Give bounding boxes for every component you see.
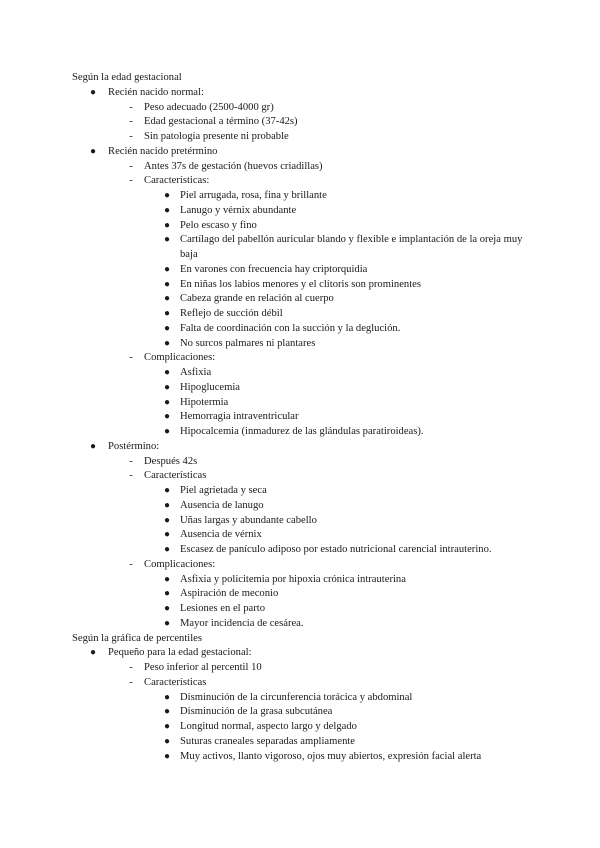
bullet-icon: ● (163, 396, 171, 408)
dash-icon: - (129, 116, 133, 128)
sub-list-item (72, 528, 532, 543)
list-item-text: Peso adecuado (2500-4000 gr) (144, 101, 274, 113)
list-item-text: Edad gestacional a término (37-42s) (144, 116, 298, 128)
bullet-icon: ● (163, 278, 171, 290)
sub-list-item-text: Suturas craneales separadas ampliamente (180, 735, 356, 747)
list-item-text: Características (144, 470, 207, 482)
sub-list-item (72, 278, 532, 293)
sub-list-item (72, 484, 532, 499)
sub-list-item-text: Cabeza grande en relación al cuerpo (180, 293, 334, 305)
sub-list-item (72, 750, 532, 765)
dash-icon: - (129, 175, 133, 187)
section-heading-text: Según la gráfica de percentiles (72, 632, 203, 644)
sub-list-item (72, 396, 532, 411)
bullet-icon: ● (163, 204, 171, 216)
group-title (72, 86, 532, 101)
bullet-icon: ● (163, 735, 171, 747)
dash-icon: - (129, 455, 133, 467)
sub-list-item (72, 263, 532, 278)
bullet-icon: ● (163, 750, 171, 762)
list-item (72, 115, 532, 130)
sub-list-item-text: Ausencia de lanugo (180, 499, 264, 511)
sub-list-item-text: Hipoglucemia (180, 381, 241, 393)
group-title (72, 440, 532, 455)
list-item (72, 455, 532, 470)
sub-list-item-text: Escasez de panículo adiposo por estado nutricional carencial intrauterino. (180, 544, 492, 555)
sub-list-item (72, 337, 532, 352)
sub-list-item-text: Disminución de la grasa subcutánea (180, 706, 333, 718)
dash-icon: - (129, 101, 133, 113)
group-title-text: Pequeño para la edad gestacional: (108, 647, 252, 659)
list-item (72, 174, 532, 189)
sub-list-item-text: Disminución de la circunferencia torácica y abdominal (180, 691, 413, 703)
sub-list-item-text: Hipotermia (180, 396, 229, 408)
list-item-text: Antes 37s de gestación (huevos criadillas) (144, 160, 323, 172)
bullet-icon: ● (163, 293, 171, 305)
sub-list-item (72, 322, 532, 337)
sub-list-item (72, 735, 532, 750)
sub-list-item-text: Mayor incidencia de cesárea. (180, 617, 304, 629)
sub-list-item (72, 233, 532, 263)
sub-list-item-text: Hipocalcemia (inmadurez de las glándulas paratiroideas). (180, 426, 424, 437)
sub-list-item-text: Uñas largas y abundante cabello (180, 514, 317, 526)
dash-icon: - (129, 160, 133, 172)
dash-icon: - (129, 676, 133, 688)
document-content (72, 71, 532, 764)
bullet-icon: ● (163, 588, 171, 600)
bullet-icon: ● (163, 337, 171, 349)
sub-list-item-text: Longitud normal, aspecto largo y delgado (180, 721, 357, 732)
group-title-text: Recién nacido normal: (108, 86, 204, 98)
list-item-text: Después 42s (144, 455, 198, 467)
list-item (72, 676, 532, 691)
sub-list-item-text: Aspiración de meconio (180, 588, 279, 600)
list-item-text: Características: (144, 175, 210, 187)
sub-list-item-text: Lesiones en el parto (180, 603, 266, 614)
list-item (72, 469, 532, 484)
section-heading (72, 632, 532, 647)
bullet-icon: ● (163, 426, 171, 437)
sub-list-item (72, 292, 532, 307)
group-title-text: Recién nacido pretérmino (108, 145, 218, 157)
bullet-icon: ● (163, 367, 171, 378)
sub-list-item (72, 189, 532, 204)
bullet-icon: ● (163, 603, 171, 614)
list-item-text: Complicaciones: (144, 352, 216, 364)
bullet-icon: ● (163, 234, 171, 246)
bullet-icon: ● (89, 145, 97, 157)
bullet-icon: ● (163, 514, 171, 526)
bullet-icon: ● (163, 263, 171, 275)
sub-list-item-text: En niñas los labios menores y el clítoris son prominentes (180, 278, 421, 290)
dash-icon: - (129, 131, 133, 142)
sub-list-item-text: Lanugo y vérnix abundante (180, 204, 297, 216)
bullet-icon: ● (163, 190, 171, 201)
bullet-icon: ● (163, 529, 171, 541)
sub-list-item-text: Hemorragia intraventricular (180, 411, 299, 423)
bullet-icon: ● (163, 411, 171, 423)
dash-icon: - (129, 662, 133, 673)
sub-list-item (72, 617, 532, 632)
sub-list-item-text: Piel arrugada, rosa, fina y brillante (180, 190, 327, 201)
list-item (72, 160, 532, 175)
bullet-icon: ● (89, 647, 97, 659)
list-item-text: Sin patología presente ni probable (144, 131, 289, 142)
dash-icon: - (129, 558, 133, 570)
sub-list-item (72, 410, 532, 425)
bullet-icon: ● (163, 219, 171, 231)
sub-list-item (72, 219, 532, 234)
section-heading-text: Según la edad gestacional (72, 72, 182, 83)
sub-list-item-text: Piel agrietada y seca (180, 485, 267, 496)
sub-list-item (72, 720, 532, 735)
sub-list-item (72, 602, 532, 617)
sub-list-item (72, 573, 532, 588)
sub-list-item (72, 705, 532, 720)
bullet-icon: ● (163, 322, 171, 334)
sub-list-item (72, 587, 532, 602)
dash-icon: - (129, 352, 133, 364)
list-item-text: Características (144, 676, 207, 688)
sub-list-item-text: Cartílago del pabellón auricular blando y flexible e implantación de la oreja muy baja (180, 234, 523, 260)
bullet-icon: ● (163, 308, 171, 319)
bullet-icon: ● (163, 573, 171, 585)
sub-list-item-text: Ausencia de vérnix (180, 529, 262, 541)
section-heading (72, 71, 532, 86)
sub-list-item-text: No surcos palmares ni plantares (180, 337, 316, 349)
list-item (72, 130, 532, 145)
bullet-icon: ● (89, 440, 97, 452)
bullet-icon: ● (163, 706, 171, 718)
sub-list-item (72, 499, 532, 514)
bullet-icon: ● (163, 617, 171, 629)
list-item (72, 351, 532, 366)
sub-list-item (72, 204, 532, 219)
sub-list-item-text: Pelo escaso y fino (180, 219, 257, 231)
sub-list-item-text: Asfixia (180, 367, 212, 378)
bullet-icon: ● (89, 86, 97, 98)
bullet-icon: ● (163, 485, 171, 496)
bullet-icon: ● (163, 499, 171, 511)
sub-list-item-text: En varones con frecuencia hay criptorquidia (180, 263, 368, 275)
bullet-icon: ● (163, 544, 171, 555)
sub-list-item-text: Falta de coordinación con la succión y la deglución. (180, 322, 401, 334)
list-item-text: Complicaciones: (144, 558, 216, 570)
list-item (72, 101, 532, 116)
sub-list-item-text: Asfixia y policitemia por hipoxia crónica intrauterina (180, 573, 406, 585)
sub-list-item-text: Reflejo de succión débil (180, 308, 283, 319)
bullet-icon: ● (163, 691, 171, 703)
list-item (72, 661, 532, 676)
group-title (72, 145, 532, 160)
sub-list-item-text: Muy activos, llanto vigoroso, ojos muy abiertos, expresión facial alerta (180, 750, 482, 762)
sub-list-item (72, 425, 532, 440)
bullet-icon: ● (163, 721, 171, 732)
sub-list-item (72, 514, 532, 529)
list-item-text: Peso inferior al percentil 10 (144, 662, 262, 673)
dash-icon: - (129, 470, 133, 482)
sub-list-item (72, 381, 532, 396)
sub-list-item (72, 691, 532, 706)
group-title-text: Postérmino: (108, 440, 160, 452)
sub-list-item (72, 307, 532, 322)
group-title (72, 646, 532, 661)
bullet-icon: ● (163, 381, 171, 393)
list-item (72, 558, 532, 573)
sub-list-item (72, 543, 532, 558)
sub-list-item (72, 366, 532, 381)
